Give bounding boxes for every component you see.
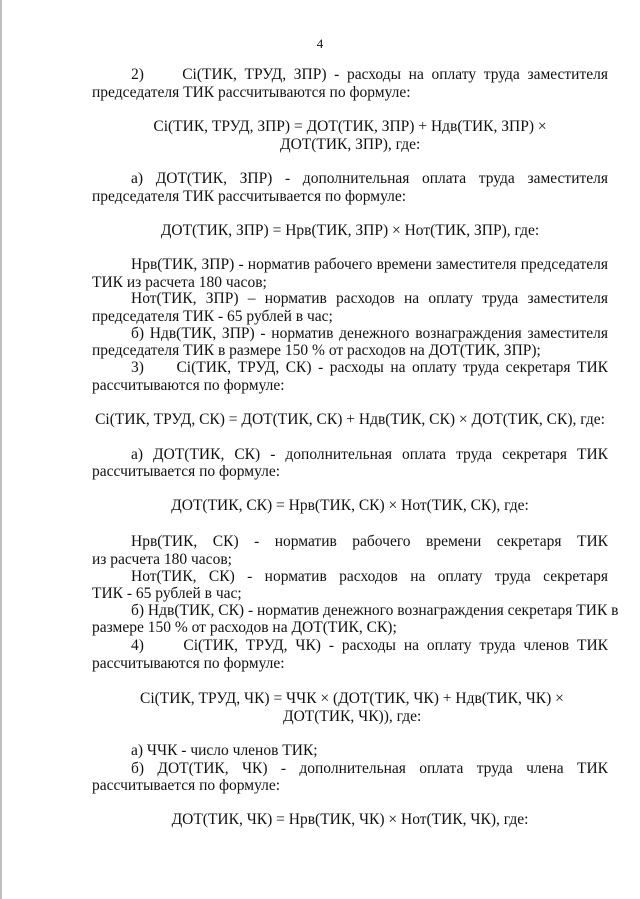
- formula-line: ДОТ(ТИК, ЗПР), где:: [280, 136, 421, 153]
- subitem-heading: а) ДОТ(ТИК, СК) - дополнительная оплата труда секретаря ТИК: [131, 446, 608, 463]
- definition-line: Нрв(ТИК, СК) - норматив рабочего времени секретаря ТИК: [131, 533, 608, 550]
- formula-line: ДОТ(ТИК, ЗПР) = Нрв(ТИК, ЗПР) × Нот(ТИК, ЗПР), где:: [160, 222, 540, 239]
- item-3-heading: 3) Ci(ТИК, ТРУД, СК) - расходы на оплату труда секретаря ТИК: [131, 359, 608, 376]
- text-line: рассчитываются по формуле:: [92, 377, 285, 394]
- formula-line: Ci(ТИК, ТРУД, СК) = ДОТ(ТИК, СК) + Ндв(ТИК, СК) × ДОТ(ТИК, СК), где:: [95, 411, 605, 428]
- scan-edge: [0, 0, 2, 899]
- text-line: рассчитываются по формуле:: [92, 655, 285, 672]
- text-line: председателя ТИК рассчитывается по формуле:: [92, 188, 407, 205]
- formula-line: ДОТ(ТИК, ЧК)), где:: [283, 708, 422, 725]
- formula-line: Ci(ТИК, ТРУД, ЗПР) = ДОТ(ТИК, ЗПР) + Ндв(ТИК, ЗПР) ×: [153, 118, 547, 135]
- text-line: председателя ТИК в размере 150 % от расходов на ДОТ(ТИК, ЗПР);: [92, 342, 541, 359]
- subitem-line: а) ЧЧК - число членов ТИК;: [131, 742, 318, 759]
- definition-line: Нрв(ТИК, ЗПР) - норматив рабочего времени заместителя председателя: [131, 256, 608, 273]
- text-line: председателя ТИК - 65 рублей в час;: [92, 308, 333, 325]
- item-4-heading: 4) Ci(ТИК, ТРУД, ЧК) - расходы на оплату труда членов ТИК: [131, 637, 608, 654]
- item-2-heading: 2) Ci(ТИК, ТРУД, ЗПР) - расходы на оплату труда заместителя: [131, 66, 608, 83]
- text-line: из расчета 180 часов;: [92, 551, 232, 568]
- text-line: ТИК из расчета 180 часов;: [92, 274, 267, 291]
- definition-line: б) Ндв(ТИК, СК) - норматив денежного вознаграждения секретаря ТИК в: [131, 602, 619, 619]
- definition-line: Нот(ТИК, ЗПР) – норматив расходов на оплату труда заместителя: [131, 290, 608, 307]
- text-line: председателя ТИК рассчитываются по формуле:: [92, 84, 411, 101]
- text-line: ТИК - 65 рублей в час;: [92, 585, 242, 602]
- formula-line: Ci(ТИК, ТРУД, ЧК) = ЧЧК × (ДОТ(ТИК, ЧК) + Ндв(ТИК, ЧК) ×: [140, 690, 564, 707]
- definition-line: б) Ндв(ТИК, ЗПР) - норматив денежного вознаграждения заместителя: [131, 325, 608, 342]
- text-line: размере 150 % от расходов на ДОТ(ТИК, СК);: [92, 619, 397, 636]
- text-line: рассчитывается по формуле:: [92, 463, 281, 480]
- formula-line: ДОТ(ТИК, ЧК) = Нрв(ТИК, ЧК) × Нот(ТИК, ЧК), где:: [171, 811, 529, 828]
- page-number: 4: [316, 36, 324, 51]
- subitem-heading: а) ДОТ(ТИК, ЗПР) - дополнительная оплата труда заместителя: [131, 170, 608, 187]
- text-line: рассчитывается по формуле:: [92, 777, 281, 794]
- subitem-heading: б) ДОТ(ТИК, ЧК) - дополнительная оплата труда члена ТИК: [131, 760, 608, 777]
- definition-line: Нот(ТИК, СК) - норматив расходов на оплату труда секретаря: [131, 568, 608, 585]
- formula-line: ДОТ(ТИК, СК) = Нрв(ТИК, СК) × Нот(ТИК, СК), где:: [171, 497, 529, 514]
